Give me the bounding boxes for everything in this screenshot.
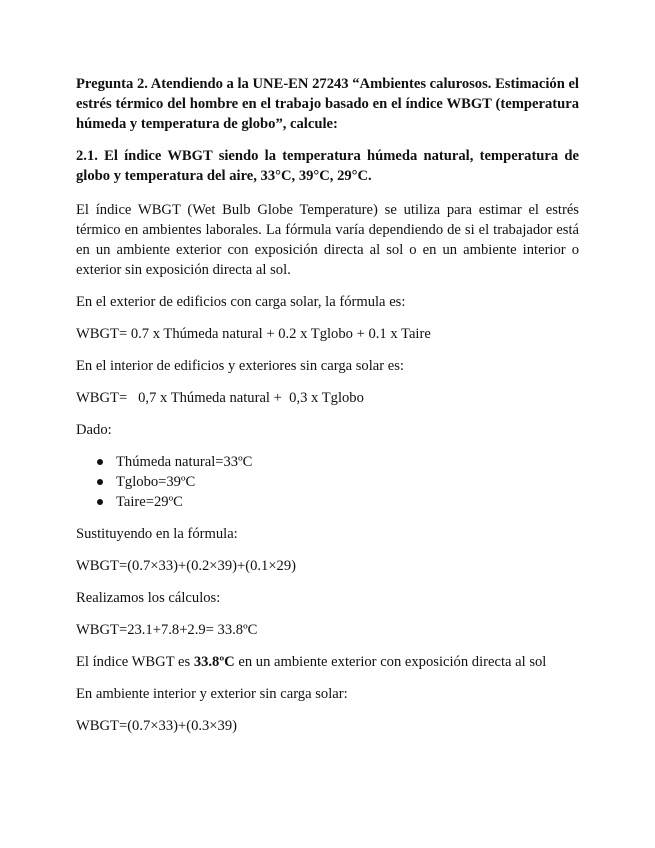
given-label: Dado: <box>76 422 112 438</box>
exterior-formula: WBGT= 0.7 x Thúmeda natural + 0.2 x Tglobo + 0.1 x Taire <box>76 326 431 342</box>
conclusion-value: 33.8ºC <box>193 654 235 670</box>
conclusion-suffix: en un ambiente exterior con exposición directa al sol <box>234 654 547 670</box>
interior-formula: WBGT= 0,7 x Thúmeda natural + 0,3 x Tglobo <box>76 390 364 406</box>
interior-substituted-formula: WBGT=(0.7×33)+(0.3×39) <box>76 718 237 734</box>
substitute-label: Sustituyendo en la fórmula: <box>76 526 238 542</box>
given-item-text: Thúmeda natural=33ºC <box>116 454 253 470</box>
question-heading: Pregunta 2. Atendiendo a la UNE-EN 27243 “Ambientes calurosos. Estimación el estrés térmico del hombre en el trabajo basado en el índice WBGT (temperatura húmeda y temperatura de globo”, calcule: <box>76 76 579 132</box>
calc-label: Realizamos los cálculos: <box>76 590 221 606</box>
list-item <box>76 472 579 492</box>
given-list <box>76 452 579 512</box>
given-item-text: Tglobo=39ºC <box>116 474 196 490</box>
sub-heading: 2.1. El índice WBGT siendo la temperatura húmeda natural, temperatura de globo y temperatura del aire, 33°C, 39°C, 29°C. <box>76 148 579 184</box>
bullet-icon <box>97 459 103 465</box>
substituted-formula: WBGT=(0.7×33)+(0.2×39)+(0.1×29) <box>76 558 297 574</box>
document-page <box>76 74 579 748</box>
bullet-icon <box>97 499 103 505</box>
list-item <box>76 452 579 472</box>
exterior-label: En el exterior de edificios con carga solar, la fórmula es: <box>76 294 406 310</box>
intro-paragraph: El índice WBGT (Wet Bulb Globe Temperature) se utiliza para estimar el estrés térmico en ambientes laborales. La fórmula varía dependiendo de si el trabajador está en un ambiente exterior con exposición directa al sol o en un ambiente interior o exterior sin exposición directa al sol. <box>76 202 579 278</box>
conclusion-prefix: El índice WBGT es <box>76 654 194 670</box>
given-item-text: Taire=29ºC <box>116 494 183 510</box>
interior-label: En el interior de edificios y exteriores sin carga solar es: <box>76 358 404 374</box>
calc-result: WBGT=23.1+7.8+2.9= 33.8ºC <box>76 622 258 638</box>
conclusion <box>76 652 579 672</box>
bullet-icon <box>97 479 103 485</box>
list-item <box>76 492 579 512</box>
interior-case-label: En ambiente interior y exterior sin carga solar: <box>76 686 348 702</box>
